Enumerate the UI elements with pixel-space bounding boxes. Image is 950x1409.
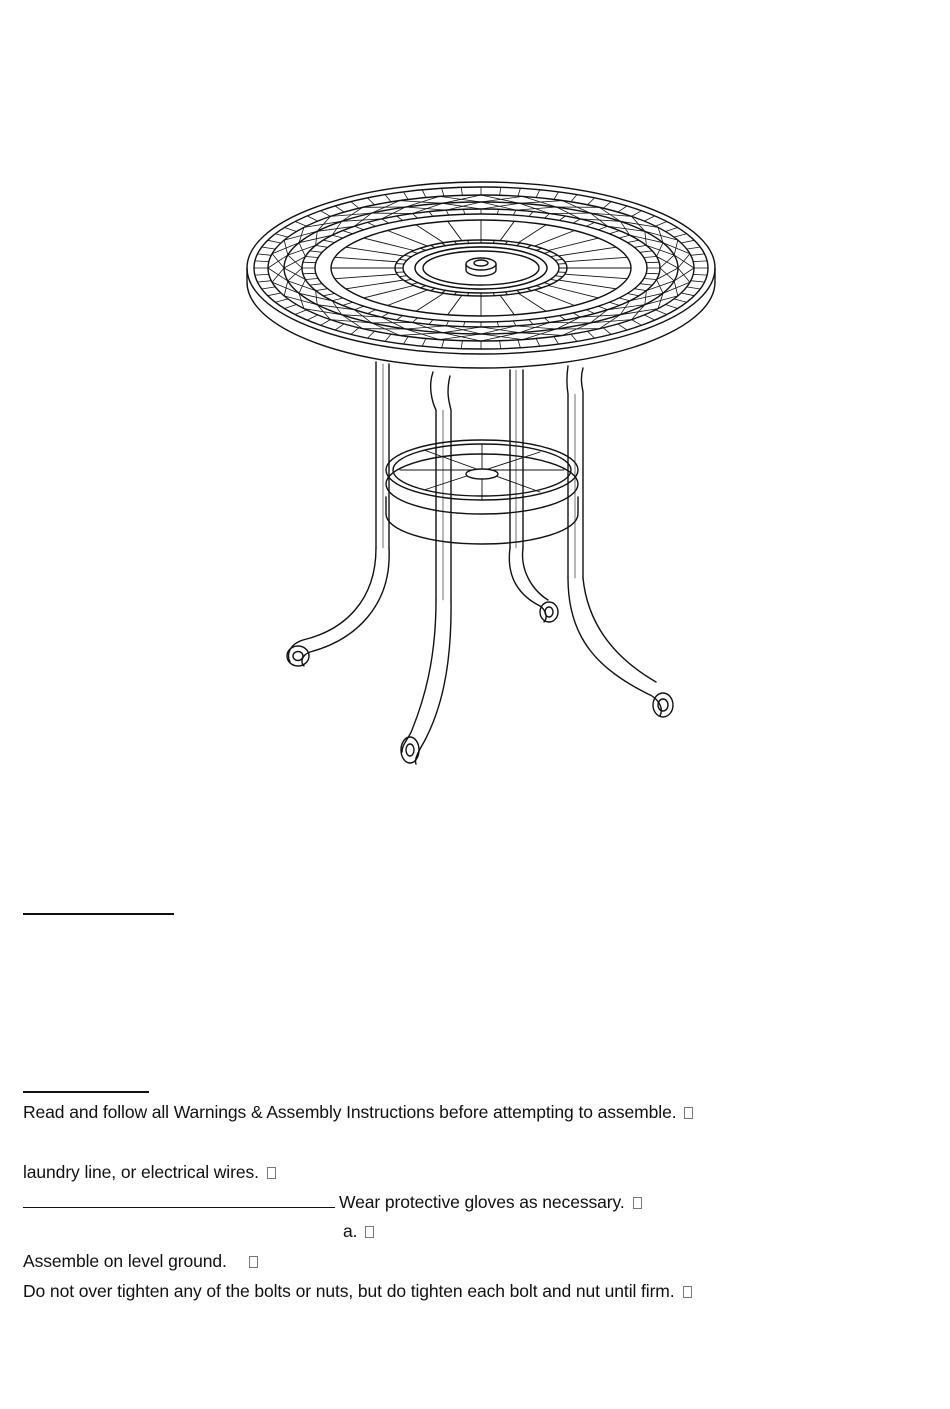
instruction-text: Wear protective gloves as necessary.: [339, 1192, 625, 1212]
instruction-text: Assemble on level ground.: [23, 1251, 227, 1271]
front-left-leg: [401, 372, 451, 764]
instruction-text: Read and follow all Warnings & Assembly Instructions before attempting to assemble.: [23, 1102, 677, 1122]
instruction-line-2: [23, 1161, 276, 1183]
missing-glyph-icon: [684, 1107, 693, 1119]
instruction-text: a.: [343, 1221, 358, 1241]
instruction-line-5: [23, 1250, 258, 1272]
instruction-text: Do not over tighten any of the bolts or nuts, but do tighten each bolt and nut until firm.: [23, 1281, 675, 1301]
instruction-line-1: [23, 1101, 693, 1123]
front-right-leg: [567, 366, 673, 717]
missing-glyph-icon: [249, 1256, 258, 1268]
missing-glyph-icon: [267, 1167, 276, 1179]
section-rule-1: [23, 913, 174, 915]
instruction-line-3: [23, 1191, 642, 1213]
instruction-text: laundry line, or electrical wires.: [23, 1162, 259, 1182]
section-rule-2: [23, 1091, 149, 1093]
instruction-line-6: [23, 1280, 692, 1302]
back-left-leg: [287, 362, 389, 666]
missing-glyph-icon: [365, 1226, 374, 1238]
blank-underline: [23, 1191, 335, 1208]
missing-glyph-icon: [683, 1286, 692, 1298]
missing-glyph-icon: [633, 1197, 642, 1209]
instruction-line-4: [343, 1220, 374, 1242]
lower-ring: [386, 440, 578, 544]
